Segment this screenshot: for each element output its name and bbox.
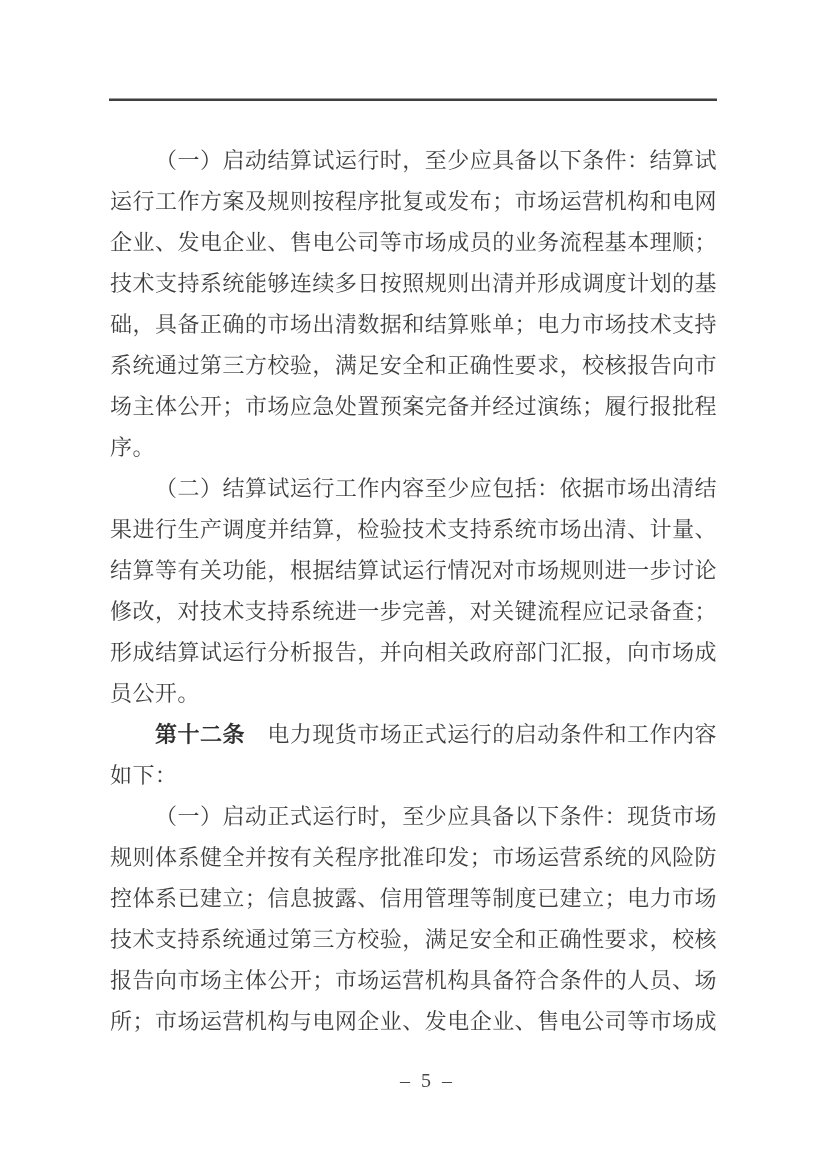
paragraph-1 (110, 140, 717, 468)
document-line: 技术支持系统能够连续多日按照规则出清并形成调度计划的基 (110, 271, 717, 296)
document-body (110, 140, 717, 1042)
page-number: – 5 – (400, 1070, 455, 1092)
document-line: 所；市场运营机构与电网企业、发电企业、售电公司等市场成 (110, 1009, 717, 1034)
document-line: 控体系已建立；信息披露、信用管理等制度已建立；电力市场 (110, 886, 717, 911)
header-rule (109, 98, 717, 101)
document-line: （一）启动正式运行时，至少应具备以下条件：现货市场 (155, 804, 717, 829)
paragraph-4 (110, 796, 717, 1042)
document-line: 员公开。 (110, 681, 200, 706)
document-line: 场主体公开；市场应急处置预案完备并经过演练；履行报批程 (110, 394, 717, 419)
document-line: 形成结算试运行分析报告，并向相关政府部门汇报，向市场成 (110, 640, 717, 665)
document-line: 技术支持系统通过第三方校验，满足安全和正确性要求，校核 (110, 927, 717, 952)
document-line: （二）结算试运行工作内容至少应包括：依据市场出清结 (155, 476, 717, 501)
article-heading-line (110, 714, 717, 755)
document-line: 报告向市场主体公开；市场运营机构具备符合条件的人员、场 (110, 968, 717, 993)
document-line: 企业、发电企业、售电公司等市场成员的业务流程基本理顺； (110, 230, 717, 255)
paragraph-article-12 (110, 714, 717, 796)
document-line: 运行工作方案及规则按程序批复或发布；市场运营机构和电网 (110, 189, 717, 214)
document-line: 结算等有关功能，根据结算试运行情况对市场规则进一步讨论 (110, 558, 717, 583)
document-line: 修改，对技术支持系统进一步完善，对关键流程应记录备查； (110, 599, 717, 624)
article-number: 第十二条 (155, 722, 245, 747)
article-heading-text: 电力现货市场正式运行的启动条件和工作内容 (244, 722, 717, 747)
document-line: 序。 (110, 435, 155, 460)
paragraph-2 (110, 468, 717, 714)
document-line: 系统通过第三方校验，满足安全和正确性要求，校核报告向市 (110, 353, 717, 378)
document-line: 规则体系健全并按有关程序批准印发；市场运营系统的风险防 (110, 845, 717, 870)
document-line: 础，具备正确的市场出清数据和结算账单；电力市场技术支持 (110, 312, 717, 337)
document-line: 果进行生产调度并结算，检验技术支持系统市场出清、计量、 (110, 517, 717, 542)
document-line: 如下： (110, 763, 178, 788)
document-line: （一）启动结算试运行时，至少应具备以下条件：结算试 (155, 148, 717, 173)
